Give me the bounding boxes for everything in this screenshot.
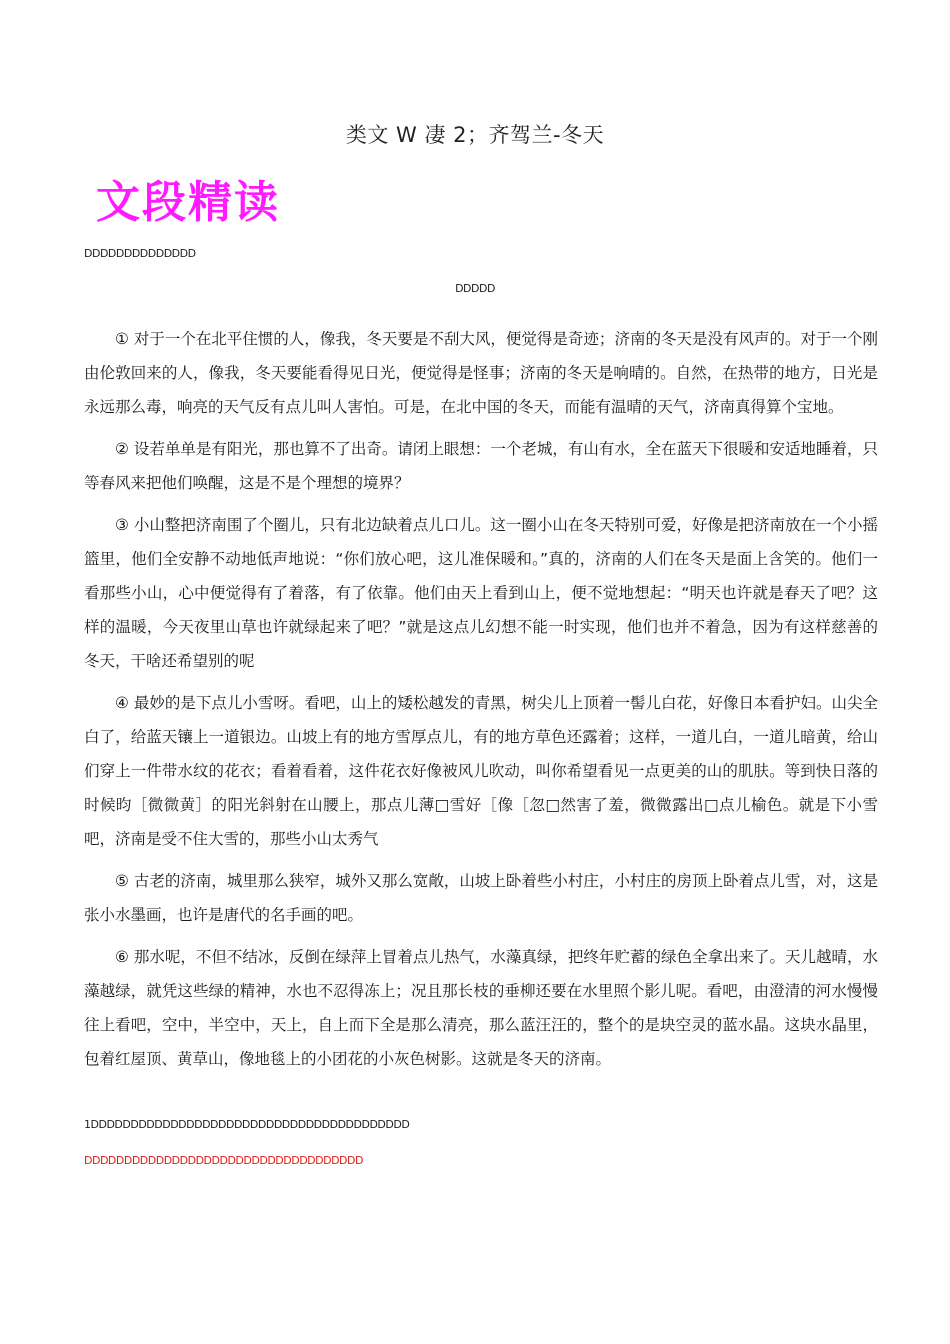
paragraph-4: ④ 最妙的是下点儿小雪呀。看吧，山上的矮松越发的青黑，树尖儿上顶着一髻儿白花，好像日本看护妇。山尖全白了，给蓝天镶上一道银边。山坡上有的地方雪厚点儿，有的地方草色还露着；这样，一道儿白，一道儿暗黄，给山们穿上一件带水纹的花衣；看着看着，这件花衣好像被风儿吹动，叫你希望看见一点更美的山的肌肤。等到快日落的时候昀［微微黄］的阳光斜射在山腰上，那点儿薄□雪好［像［忽□然害了羞，微微露出□点儿榆色。就是下小雪吧，济南是受不住大雪的，那些小山太秀气 xyxy=(84,694,878,848)
section-heading: 文段精读 xyxy=(96,177,280,228)
paragraph-5: ⑤ 古老的济南，城里那么狭窄，城外又那么宽敞，山坡上卧着些小村庄，小村庄的房顶上卧着点儿雪，对，这是张小水墨画，也许是唐代的名手画的吧。 xyxy=(84,872,878,924)
paragraph-1: ① 对于一个在北平住惯的人，像我，冬天要是不刮大风，便觉得是奇迹；济南的冬天是没有风声的。对于一个刚由伦敦回来的人，像我，冬天要能看得见日光，便觉得是怪事；济南的冬天是响晴的。自然，在热带的地方，日光是永远那么毒，响亮的天气反有点儿叫人害怕。可是，在北中国的冬天，而能有温晴的天气，济南真得算个宝地。 xyxy=(84,330,878,416)
paragraph-6: ⑥ 那水呢，不但不结冰，反倒在绿萍上冒着点儿热气，水藻真绿，把终年贮蓄的绿色全拿出来了。天儿越晴，水藻越绿，就凭这些绿的精神，水也不忍得冻上；况且那长枝的垂柳还要在水里照个影儿呢。看吧，由澄清的河水慢慢往上看吧，空中，半空中，天上，自上而下全是那么清亮，那么蓝汪汪的，整个的是块空灵的蓝水晶。这块水晶里，包着红屋顶、黄草山，像地毯上的小团花的小灰色树影。这就是冬天的济南。 xyxy=(84,948,878,1068)
footer-garbled-line: 1DDDDDDDDDDDDDDDDDDDDDDDDDDDDDDDDDDDDDDDD xyxy=(84,1118,410,1131)
garbled-text-line: DDDDDDDDDDDDDD xyxy=(84,247,196,260)
garbled-text-centered: DDDDD xyxy=(455,282,495,295)
paragraph-3: ③ 小山整把济南围了个圈儿，只有北边缺着点儿口儿。这一圈小山在冬天特别可爱，好像是把济南放在一个小摇篮里，他们全安静不动地低声地说：“你们放心吧，这儿准保暖和。”真的，济南的人们在冬天是面上含笑的。他们一看那些小山，心中便觉得有了着落，有了依靠。他们由天上看到山上，便不觉地想起：“明天也许就是春天了吧？这样的温暖，今天夜里山草也许就绿起来了吧？”就是这点儿幻想不能一时实现，他们也并不着急，因为有这样慈善的冬天，干啥还希望别的呢 xyxy=(84,516,878,670)
document-title: 类文 W 凄 2；齐驾兰-冬天 xyxy=(345,123,605,147)
footer-garbled-line-red: DDDDDDDDDDDDDDDDDDDDDDDDDDDDDDDDDDD xyxy=(84,1154,363,1167)
paragraph-2: ② 设若单单是有阳光，那也算不了出奇。请闭上眼想：一个老城，有山有水，全在蓝天下很暖和安适地睡着，只等春风来把他们唤醒，这是不是个理想的境界？ xyxy=(84,440,878,492)
article-body xyxy=(84,322,878,1084)
